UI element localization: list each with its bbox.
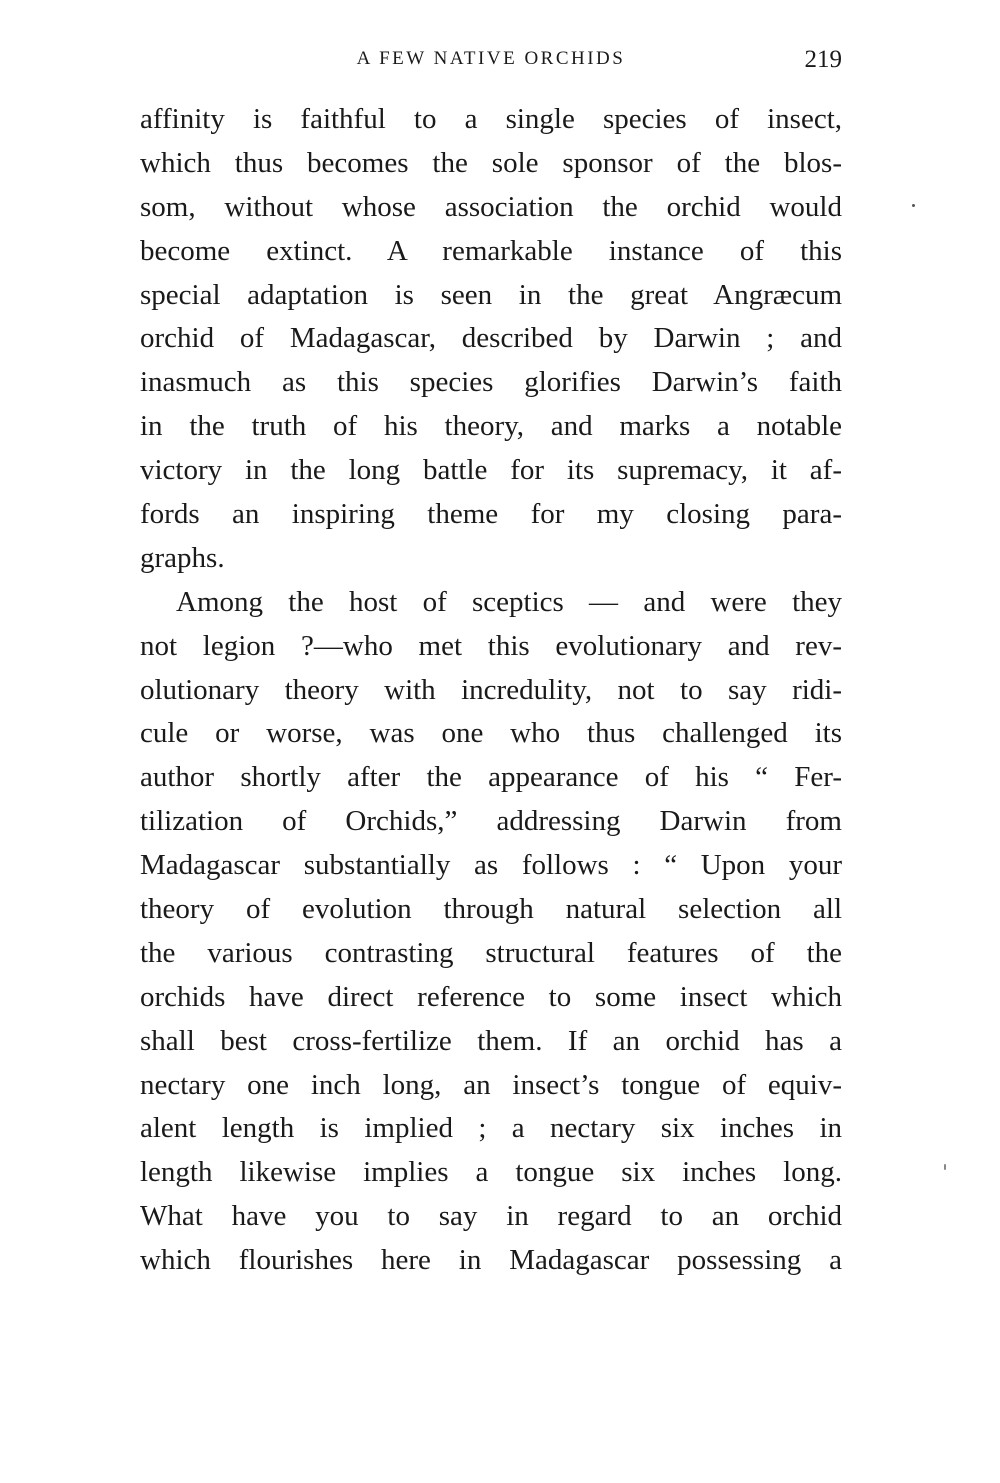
text-line: which thus becomes the sole sponsor of the blos- — [140, 146, 842, 179]
text-line: Among the host of sceptics — and were they — [176, 585, 842, 618]
text-line: special adaptation is seen in the great Angræcum — [140, 278, 842, 311]
text-line: not legion ?—who met this evolutionary and rev- — [140, 629, 842, 662]
text-line: which flourishes here in Madagascar possessing a — [140, 1244, 842, 1277]
text-line: som, without whose association the orchid would — [140, 190, 842, 223]
text-line: become extinct. A remarkable instance of this — [140, 234, 842, 267]
text-line: in the truth of his theory, and marks a notable — [140, 410, 842, 443]
text-line: the various contrasting structural features of the — [140, 936, 842, 969]
paragraph-1 — [140, 98, 842, 581]
text-line: shall best cross-fertilize them. If an orchid has a — [140, 1024, 842, 1057]
text-line: Madagascar substantially as follows : “ Upon your — [140, 849, 842, 882]
text-line: graphs. — [140, 541, 225, 574]
text-line: olutionary theory with incredulity, not to say ridi- — [140, 673, 842, 706]
text-line: alent length is implied ; a nectary six inches in — [140, 1112, 842, 1145]
paragraph-2 — [140, 581, 842, 1283]
text-line: inasmuch as this species glorifies Darwin’s faith — [140, 366, 842, 399]
running-head — [140, 46, 842, 76]
text-line: orchid of Madagascar, described by Darwin ; and — [140, 322, 842, 355]
text-line: cule or worse, was one who thus challenged its — [140, 717, 842, 750]
page-number: 219 — [804, 46, 842, 73]
text-line: orchids have direct reference to some insect which — [140, 980, 842, 1013]
scan-speck — [912, 204, 915, 207]
text-line: length likewise implies a tongue six inches long. — [140, 1156, 842, 1189]
text-line: author shortly after the appearance of his “ Fer- — [140, 761, 842, 794]
text-line: fords an inspiring theme for my closing para- — [140, 498, 842, 531]
text-line: nectary one inch long, an insect’s tongue of equiv- — [140, 1068, 842, 1101]
text-line: affinity is faithful to a single species of insect, — [140, 103, 842, 135]
text-line: victory in the long battle for its supremacy, it af- — [140, 454, 842, 487]
text-line: theory of evolution through natural selection all — [140, 893, 842, 926]
scan-speck — [944, 1164, 946, 1170]
text-line: tilization of Orchids,” addressing Darwin from — [140, 805, 842, 838]
running-title: A FEW NATIVE ORCHIDS — [356, 48, 626, 69]
body-text — [140, 98, 842, 1283]
text-line: What have you to say in regard to an orchid — [140, 1200, 842, 1233]
